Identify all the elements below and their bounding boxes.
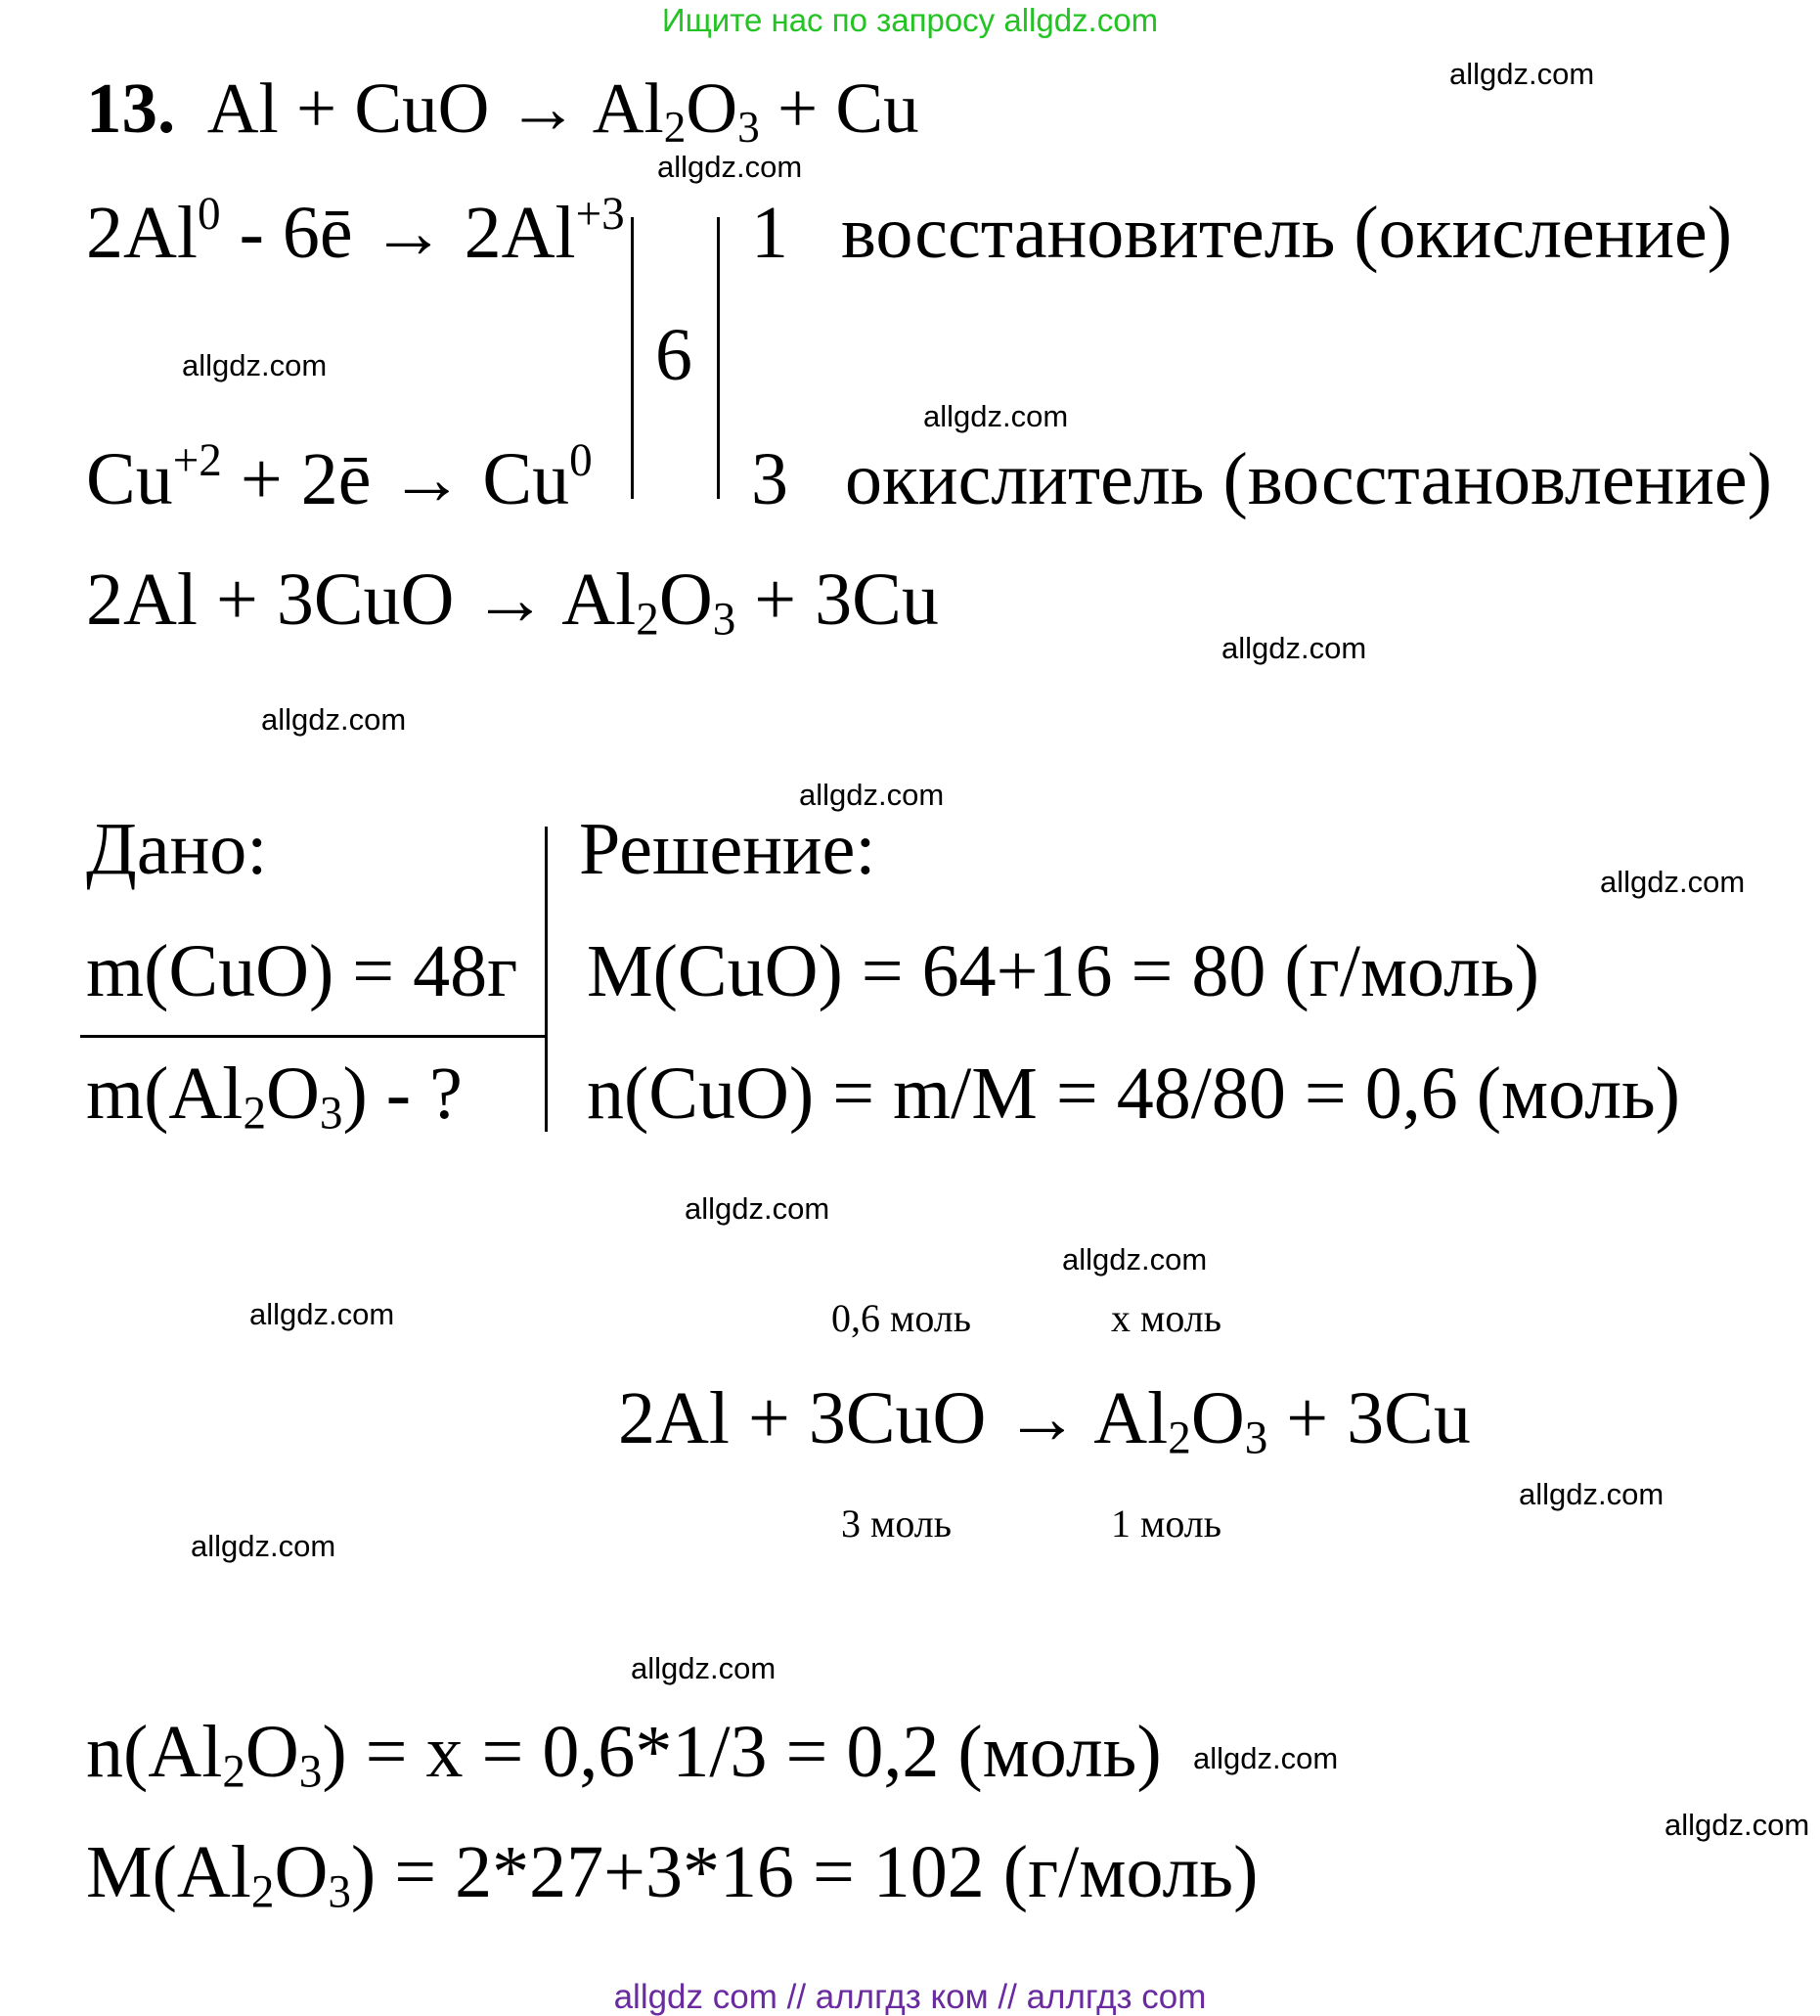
watermark: allgdz.com [182, 348, 328, 382]
oxidation-coefficient: 1 [751, 192, 788, 274]
amount-above-cu: x моль [1111, 1296, 1221, 1340]
watermark: allgdz.com [249, 1297, 395, 1331]
amount-al2o3: $n(Al_2O_3) = x = 0,6*1/3 = 0,2$ (моль) [86, 1711, 1162, 1798]
task-equation: Al + CuO → $Al_2O_3 + Cu$ [206, 68, 919, 152]
find-mass: $m(Al_2O_3)$ - ? [86, 1053, 463, 1140]
amount-below-cuo: 3 моль [841, 1501, 952, 1546]
balance-divider-left [631, 217, 634, 499]
watermark: allgdz.com [261, 702, 407, 737]
watermark: allgdz.com [1665, 1808, 1810, 1842]
reduction-coefficient: 3 [751, 438, 788, 520]
molar-mass-al2o3: $M(Al_2O_3) = 2*27+3*16 = 102$ (г/моль) [86, 1831, 1259, 1918]
reduction-half-reaction: $Cu^{+2}$ + 2ē → $Cu^0$ [86, 434, 593, 520]
amount-below-cu: 1 моль [1111, 1501, 1221, 1546]
watermark: allgdz.com [685, 1191, 830, 1226]
solution-amount-cuo: n(CuO) = m/M = 48/80 = 0,6 (моль) [587, 1053, 1680, 1135]
given-solution-divider [545, 827, 548, 1132]
watermark: allgdz.com [1193, 1741, 1339, 1775]
solution-molar-mass-cuo: M(CuO) = 64+16 = 80 (г/моль) [587, 930, 1539, 1012]
stoichiometry-reaction: $2Al + 3CuO \to Al_2O_3 + 3Cu$ [618, 1377, 1471, 1464]
task-number: 13. [86, 68, 176, 148]
given-header: Дано: [86, 808, 268, 890]
watermark: allgdz.com [923, 399, 1069, 433]
watermark: allgdz.com [1062, 1242, 1208, 1277]
watermark: allgdz.com [799, 778, 945, 812]
electron-lcm: 6 [655, 314, 692, 396]
oxidizer-role: окислитель (восстановление) [845, 438, 1772, 520]
balanced-equation: $2Al + 3CuO \to Al_2O_3 + 3Cu$ [86, 559, 939, 646]
watermark: allgdz.com [1519, 1477, 1665, 1511]
balance-divider-right [717, 217, 720, 499]
watermark: allgdz.com [1600, 865, 1746, 899]
amount-above-cuo: 0,6 моль [831, 1296, 971, 1340]
given-mass: m(CuO) = 48г [86, 930, 518, 1012]
top-banner[interactable]: Ищите нас по запросу allgdz.com [661, 2, 1159, 38]
oxidation-half-reaction: 2Al$^0$ - 6ē → $2Al^{+3}$ [86, 188, 625, 274]
task-heading [86, 68, 919, 152]
solution-header: Решение: [579, 808, 876, 890]
watermark: allgdz.com [191, 1529, 336, 1563]
watermark: allgdz.com [657, 150, 803, 184]
given-separator [80, 1035, 546, 1038]
reducer-role: восстановитель (окисление) [841, 192, 1733, 274]
bottom-banner[interactable]: allgdz com // аллгдз ком // аллгдз com [613, 1978, 1207, 2016]
watermark: allgdz.com [1221, 631, 1367, 665]
watermark: allgdz.com [1449, 57, 1595, 91]
watermark: allgdz.com [631, 1651, 777, 1685]
